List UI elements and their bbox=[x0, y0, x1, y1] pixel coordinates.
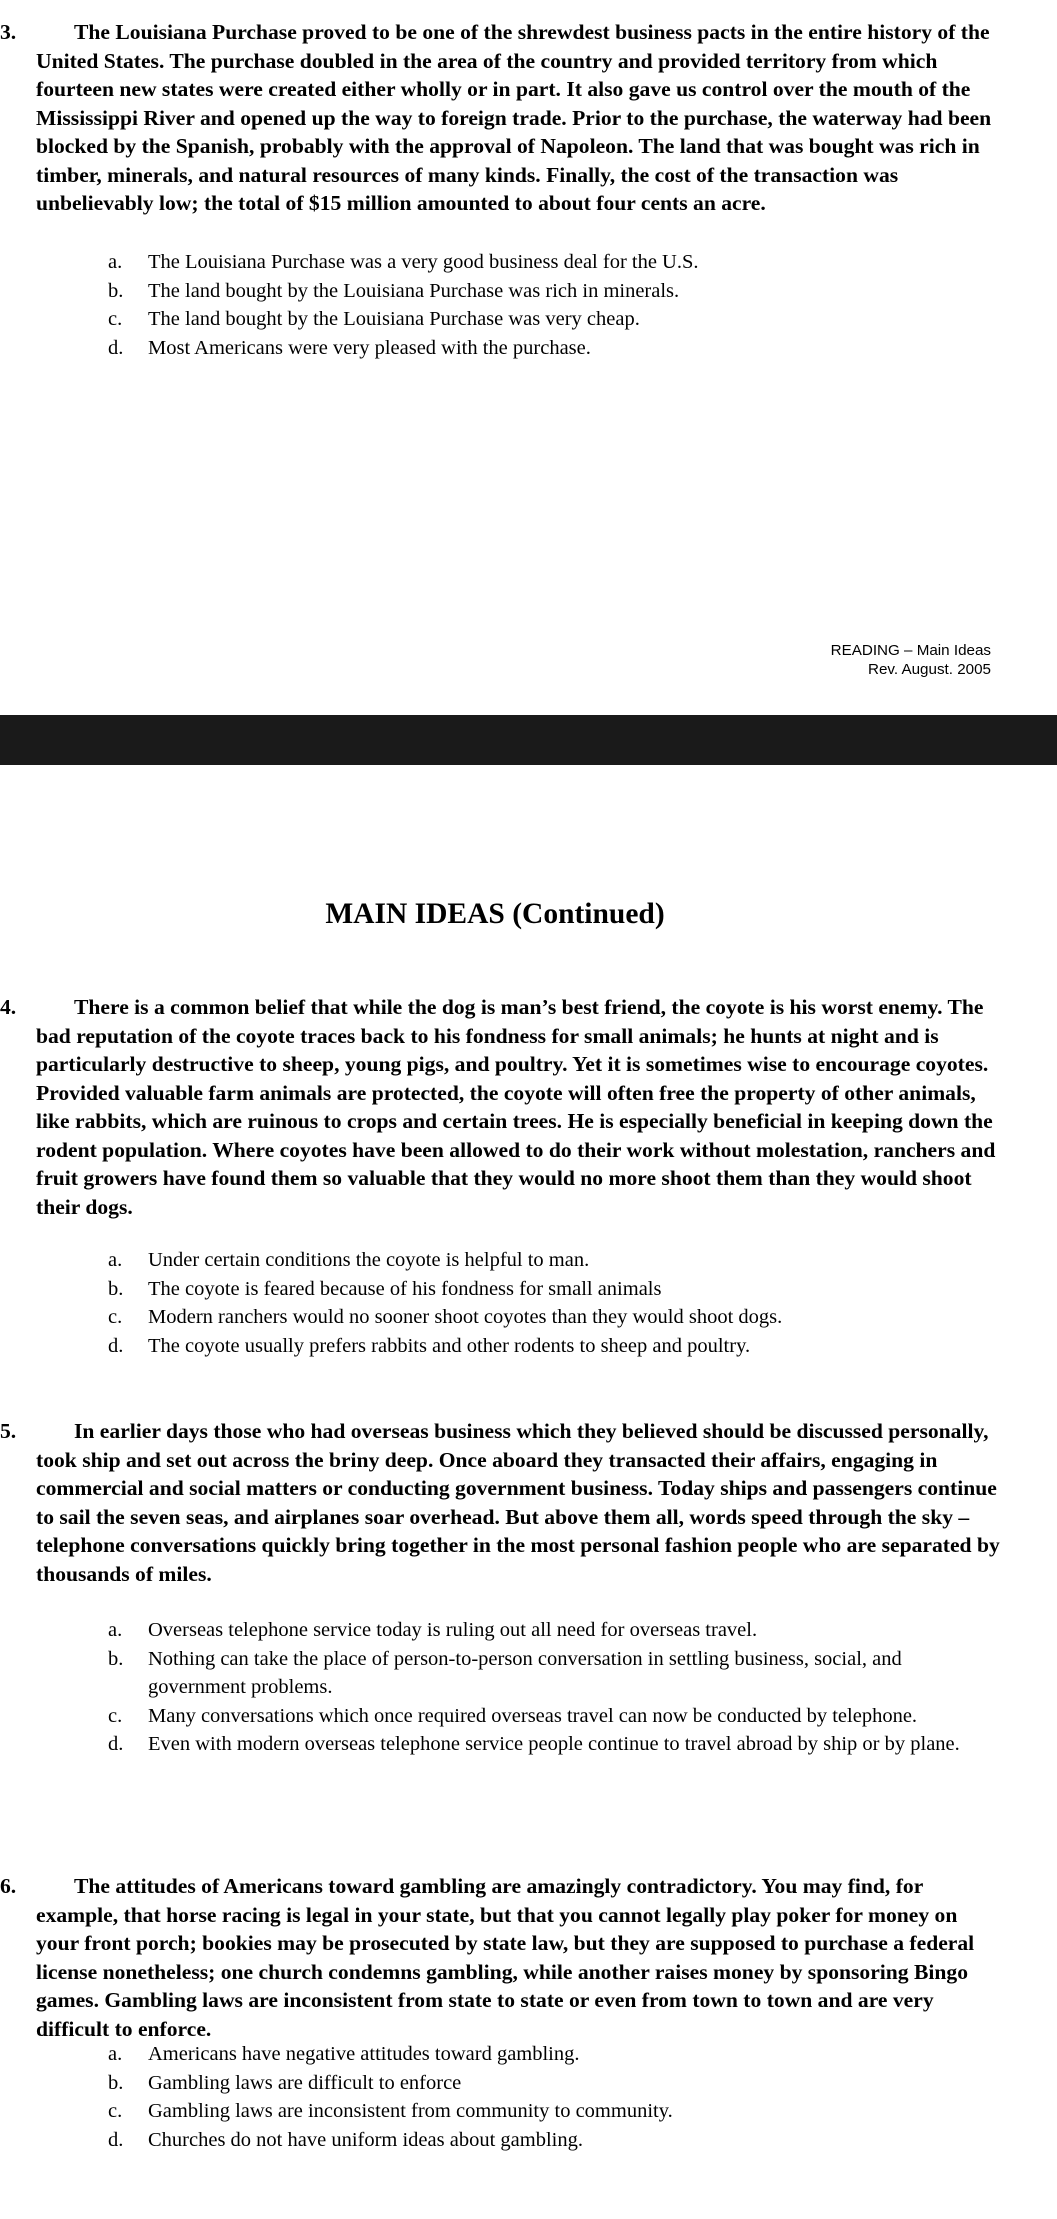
question-4-option-c[interactable]: c. Modern ranchers would no sooner shoot coyotes than they would shoot dogs. bbox=[108, 1306, 783, 1329]
footer-revision: Rev. August. 2005 bbox=[868, 661, 991, 678]
question-6-passage bbox=[0, 1872, 1001, 2043]
question-4-passage bbox=[0, 993, 1001, 1221]
question-5-text: In earlier days those who had overseas business which they believed should be discussed personally, took ship and set out across the briny deep. Once aboard they transacted their affairs, engaging in commercial and social matters or conducting government business. Today ships and passengers continue to sail the seven seas, and airplanes soar overhead. But above them all, words speed through the sky – telephone conversations quickly bring together in the most personal fashion people who are separated by thousands of miles. bbox=[36, 1419, 1000, 1586]
question-6-option-a[interactable]: a. Americans have negative attitudes toward gambling. bbox=[108, 2043, 580, 2065]
question-6-option-d[interactable]: d. Churches do not have uniform ideas about gambling. bbox=[108, 2128, 583, 2151]
question-4-option-d[interactable]: d. The coyote usually prefers rabbits and other rodents to sheep and poultry. bbox=[108, 1334, 751, 1357]
question-6-options bbox=[108, 2040, 988, 2154]
question-3-option-b[interactable]: b. The land bought by the Louisiana Purchase was rich in minerals. bbox=[108, 279, 680, 302]
question-4-option-a[interactable]: a. Under certain conditions the coyote is helpful to man. bbox=[108, 1249, 590, 1271]
question-5-number: 5. bbox=[0, 1419, 17, 1443]
question-6-option-c[interactable]: c. Gambling laws are inconsistent from community to community. bbox=[108, 2100, 673, 2123]
footer-title: READING – Main Ideas bbox=[830, 642, 991, 659]
question-4-option-b[interactable]: b. The coyote is feared because of his fondness for small animals bbox=[108, 1277, 662, 1300]
page-divider bbox=[0, 715, 1057, 765]
question-4-text: There is a common belief that while the dog is man’s best friend, the coyote is his worst enemy. The bad reputation of the coyote traces back to his fondness for small animals; he hunts at night and is particularly destructive to sheep, young pigs, and poultry. Yet it is sometimes wise to encourage coyotes. Provided valuable farm animals are protected, the coyote will often free the property of other animals, like rabbits, which are ruinous to crops and certain trees. He is especially beneficial in keeping down the rodent population. Where coyotes have been allowed to do their work without molestation, ranchers and fruit growers have found them so valuable that they would no more shoot them than they would shoot their dogs. bbox=[36, 995, 996, 1219]
question-5-option-c[interactable]: c. Many conversations which once required overseas travel can now be conducted by telephone. bbox=[108, 1704, 918, 1727]
question-6-number: 6. bbox=[0, 1874, 17, 1898]
question-3-option-c[interactable]: c. The land bought by the Louisiana Purchase was very cheap. bbox=[108, 308, 640, 331]
question-3-passage bbox=[0, 18, 1001, 218]
question-3-number: 3. bbox=[0, 20, 17, 44]
question-5-options bbox=[108, 1616, 988, 1759]
question-5-passage bbox=[0, 1417, 1001, 1588]
page-title: MAIN IDEAS (Continued) bbox=[325, 898, 665, 930]
question-5-option-b[interactable]: b. Nothing can take the place of person-to-person conversation in settling business, social, and government problems. bbox=[108, 1647, 902, 1699]
question-3-option-d[interactable]: d. Most Americans were very pleased with the purchase. bbox=[108, 336, 591, 359]
question-3-options bbox=[108, 248, 988, 362]
question-6-text: The attitudes of Americans toward gambling are amazingly contradictory. You may find, for example, that horse racing is legal in your state, but that you cannot legally play poker for money on your front porch; bookies may be prosecuted by state law, but they are supposed to purchase a federal license nonetheless; one church condemns gambling, while another raises money by sponsoring Bingo games. Gambling laws are inconsistent from state to state or even from town to town and are very difficult to enforce. bbox=[36, 1874, 975, 2041]
question-4-number: 4. bbox=[0, 995, 17, 1019]
question-5-option-a[interactable]: a. Overseas telephone service today is ruling out all need for overseas travel. bbox=[108, 1619, 758, 1641]
question-3-option-a[interactable]: a. The Louisiana Purchase was a very good business deal for the U.S. bbox=[108, 251, 699, 273]
question-3-text: The Louisiana Purchase proved to be one of the shrewdest business pacts in the entire history of the United States. The purchase doubled in the area of the country and provided territory from which fourteen new states were created either wholly or in part. It also gave us control over the mouth of the Mississippi River and opened up the way to foreign trade. Prior to the purchase, the waterway had been blocked by the Spanish, probably with the approval of Napoleon. The land that was bought was rich in timber, minerals, and natural resources of many kinds. Finally, the cost of the transaction was unbelievably low; the total of $15 million amounted to about four cents an acre. bbox=[36, 20, 992, 215]
question-4-options bbox=[108, 1246, 988, 1360]
question-5-option-d[interactable]: d. Even with modern overseas telephone service people continue to travel abroad by ship or by plane. bbox=[108, 1733, 960, 1756]
page-footer bbox=[831, 641, 991, 679]
question-6-option-b[interactable]: b. Gambling laws are difficult to enforce bbox=[108, 2071, 462, 2094]
